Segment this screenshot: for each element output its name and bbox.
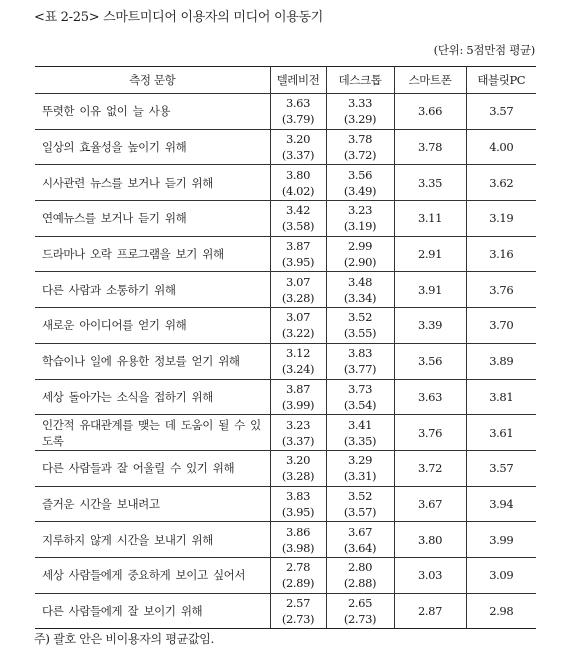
table-row [35, 379, 536, 415]
row-item-label: 다른 사람들과 잘 어울릴 수 있기 위해 [35, 450, 270, 486]
row-item-label: 세상 돌아가는 소식을 접하기 위해 [35, 379, 270, 415]
desktop-user-value: 3.83 [347, 346, 372, 361]
cell-desktop [326, 272, 394, 308]
desktop-user-value: 3.56 [347, 167, 372, 182]
row-item-label: 드라마나 오락 프로그램을 보기 위해 [35, 236, 270, 272]
tv-nonuser-value: (3.24) [281, 362, 315, 377]
cell-smartphone: 3.78 [394, 129, 466, 165]
tv-user-value: 3.42 [285, 203, 310, 218]
cell-tablet: 3.16 [466, 236, 536, 272]
table-row [35, 272, 536, 308]
row-item-label: 다른 사람들에게 잘 보이기 위해 [35, 593, 270, 629]
desktop-nonuser-value: (3.31) [343, 469, 377, 484]
tv-user-value: 3.80 [285, 167, 310, 182]
row-item-label: 지루하지 않게 시간을 보내기 위해 [35, 522, 270, 558]
cell-tv [270, 343, 326, 379]
row-item-label: 즐거운 시간을 보내려고 [35, 486, 270, 522]
desktop-user-value: 2.80 [347, 560, 372, 575]
desktop-nonuser-value: (2.88) [343, 576, 377, 591]
cell-smartphone: 3.80 [394, 522, 466, 558]
tv-user-value: 2.57 [285, 595, 310, 610]
tv-user-value: 3.12 [285, 346, 310, 361]
header-item: 측정 문항 [35, 67, 270, 94]
cell-desktop [326, 522, 394, 558]
tv-user-value: 3.63 [285, 96, 310, 111]
tv-user-value: 3.07 [285, 310, 310, 325]
cell-smartphone: 3.66 [394, 94, 466, 130]
tv-nonuser-value: (3.28) [281, 469, 315, 484]
cell-tablet: 2.98 [466, 593, 536, 629]
desktop-user-value: 2.65 [347, 595, 372, 610]
desktop-user-value: 2.99 [347, 239, 372, 254]
cell-smartphone: 3.67 [394, 486, 466, 522]
row-item-label: 일상의 효율성을 높이기 위해 [35, 129, 270, 165]
tv-user-value: 3.20 [285, 453, 310, 468]
row-item-label: 세상 사람들에게 중요하게 보이고 싶어서 [35, 557, 270, 593]
cell-desktop [326, 450, 394, 486]
cell-tv [270, 379, 326, 415]
cell-tablet: 3.57 [466, 450, 536, 486]
table-row [35, 201, 536, 237]
desktop-nonuser-value: (3.57) [343, 504, 377, 519]
row-item-label: 뚜렷한 이유 없이 늘 사용 [35, 94, 270, 130]
tv-user-value: 3.87 [285, 381, 310, 396]
desktop-nonuser-value: (3.72) [343, 148, 377, 163]
row-item-label: 연예뉴스를 보거나 듣기 위해 [35, 201, 270, 237]
tv-user-value: 2.78 [285, 560, 310, 575]
cell-tablet: 3.09 [466, 557, 536, 593]
tv-nonuser-value: (3.28) [281, 290, 315, 305]
desktop-nonuser-value: (3.64) [343, 540, 377, 555]
footnote: 주) 괄호 안은 비이용자의 평균값임. [34, 632, 215, 646]
cell-smartphone: 3.91 [394, 272, 466, 308]
tv-nonuser-value: (3.98) [281, 540, 315, 555]
table-row [35, 165, 536, 201]
tv-nonuser-value: (2.89) [281, 576, 315, 591]
cell-smartphone: 3.11 [394, 201, 466, 237]
desktop-user-value: 3.29 [347, 453, 372, 468]
cell-smartphone: 2.87 [394, 593, 466, 629]
table-row [35, 94, 536, 130]
table-title: <표 2-25> 스마트미디어 이용자의 미디어 이용동기 [34, 10, 323, 25]
table-body [35, 94, 536, 629]
cell-smartphone: 2.91 [394, 236, 466, 272]
cell-tablet: 3.99 [466, 522, 536, 558]
cell-desktop [326, 415, 394, 451]
cell-tablet: 4.00 [466, 129, 536, 165]
cell-tv [270, 415, 326, 451]
table-row [35, 593, 536, 629]
table-row [35, 415, 536, 451]
cell-tv [270, 201, 326, 237]
table-row [35, 308, 536, 344]
cell-tv [270, 522, 326, 558]
cell-tablet: 3.19 [466, 201, 536, 237]
cell-smartphone: 3.03 [394, 557, 466, 593]
header-desktop: 데스크톱 [326, 67, 394, 94]
cell-tablet: 3.57 [466, 94, 536, 130]
unit-label: (단위: 5점만점 평균) [433, 43, 535, 57]
header-smartphone: 스마트폰 [394, 67, 466, 94]
cell-tablet: 3.89 [466, 343, 536, 379]
cell-desktop [326, 308, 394, 344]
cell-tablet: 3.94 [466, 486, 536, 522]
cell-tablet: 3.61 [466, 415, 536, 451]
cell-desktop [326, 343, 394, 379]
tv-nonuser-value: (2.73) [281, 611, 315, 626]
tv-user-value: 3.86 [285, 524, 310, 539]
cell-tv [270, 272, 326, 308]
tv-user-value: 3.07 [285, 274, 310, 289]
tv-nonuser-value: (3.22) [281, 326, 315, 341]
cell-smartphone: 3.56 [394, 343, 466, 379]
cell-tv [270, 486, 326, 522]
cell-smartphone: 3.76 [394, 415, 466, 451]
cell-smartphone: 3.63 [394, 379, 466, 415]
desktop-nonuser-value: (3.19) [343, 219, 377, 234]
desktop-nonuser-value: (3.34) [343, 290, 377, 305]
tv-nonuser-value: (3.95) [281, 504, 315, 519]
header-tv: 텔레비전 [270, 67, 326, 94]
tv-user-value: 3.23 [285, 417, 310, 432]
table-header-row [35, 67, 536, 94]
desktop-nonuser-value: (3.77) [343, 362, 377, 377]
tv-nonuser-value: (3.37) [281, 148, 315, 163]
table-row [35, 129, 536, 165]
desktop-user-value: 3.78 [347, 132, 372, 147]
cell-tv [270, 557, 326, 593]
tv-user-value: 3.20 [285, 132, 310, 147]
desktop-user-value: 3.33 [347, 96, 372, 111]
desktop-nonuser-value: (3.54) [343, 397, 377, 412]
row-item-label: 새로운 아이디어를 얻기 위해 [35, 308, 270, 344]
cell-tablet: 3.81 [466, 379, 536, 415]
tv-nonuser-value: (3.95) [281, 255, 315, 270]
desktop-user-value: 3.41 [347, 417, 372, 432]
table-row [35, 236, 536, 272]
tv-nonuser-value: (3.99) [281, 397, 315, 412]
cell-tv [270, 308, 326, 344]
row-item-label: 다른 사람과 소통하기 위해 [35, 272, 270, 308]
desktop-nonuser-value: (3.35) [343, 433, 377, 448]
cell-smartphone: 3.35 [394, 165, 466, 201]
table-row [35, 343, 536, 379]
cell-desktop [326, 165, 394, 201]
table-row [35, 486, 536, 522]
row-item-label: 학습이나 일에 유용한 정보를 얻기 위해 [35, 343, 270, 379]
row-item-label: 시사관련 뉴스를 보거나 듣기 위해 [35, 165, 270, 201]
row-item-label: 인간적 유대관계를 맺는 데 도움이 될 수 있도록 [35, 415, 270, 451]
cell-tablet: 3.76 [466, 272, 536, 308]
desktop-nonuser-value: (2.73) [343, 611, 377, 626]
desktop-user-value: 3.52 [347, 488, 372, 503]
tv-user-value: 3.83 [285, 488, 310, 503]
table-row [35, 450, 536, 486]
cell-tablet: 3.70 [466, 308, 536, 344]
cell-tv [270, 593, 326, 629]
cell-tv [270, 236, 326, 272]
cell-desktop [326, 379, 394, 415]
desktop-user-value: 3.67 [347, 524, 372, 539]
cell-smartphone: 3.72 [394, 450, 466, 486]
cell-tv [270, 165, 326, 201]
cell-desktop [326, 236, 394, 272]
tv-nonuser-value: (3.79) [281, 112, 315, 127]
cell-desktop [326, 129, 394, 165]
table-row [35, 522, 536, 558]
desktop-nonuser-value: (3.55) [343, 326, 377, 341]
tv-nonuser-value: (3.58) [281, 219, 315, 234]
cell-tv [270, 129, 326, 165]
desktop-user-value: 3.48 [347, 274, 372, 289]
tv-nonuser-value: (4.02) [281, 183, 315, 198]
tv-nonuser-value: (3.37) [281, 433, 315, 448]
cell-desktop [326, 201, 394, 237]
cell-tablet: 3.62 [466, 165, 536, 201]
cell-desktop [326, 94, 394, 130]
cell-desktop [326, 593, 394, 629]
cell-desktop [326, 557, 394, 593]
media-motivation-table [35, 66, 536, 629]
cell-tv [270, 450, 326, 486]
desktop-nonuser-value: (3.29) [343, 112, 377, 127]
table-row [35, 557, 536, 593]
desktop-nonuser-value: (3.49) [343, 183, 377, 198]
cell-desktop [326, 486, 394, 522]
cell-smartphone: 3.39 [394, 308, 466, 344]
cell-tv [270, 94, 326, 130]
desktop-user-value: 3.73 [347, 381, 372, 396]
desktop-user-value: 3.23 [347, 203, 372, 218]
desktop-nonuser-value: (2.90) [343, 255, 377, 270]
tv-user-value: 3.87 [285, 239, 310, 254]
desktop-user-value: 3.52 [347, 310, 372, 325]
header-tablet: 태블릿PC [466, 67, 536, 94]
